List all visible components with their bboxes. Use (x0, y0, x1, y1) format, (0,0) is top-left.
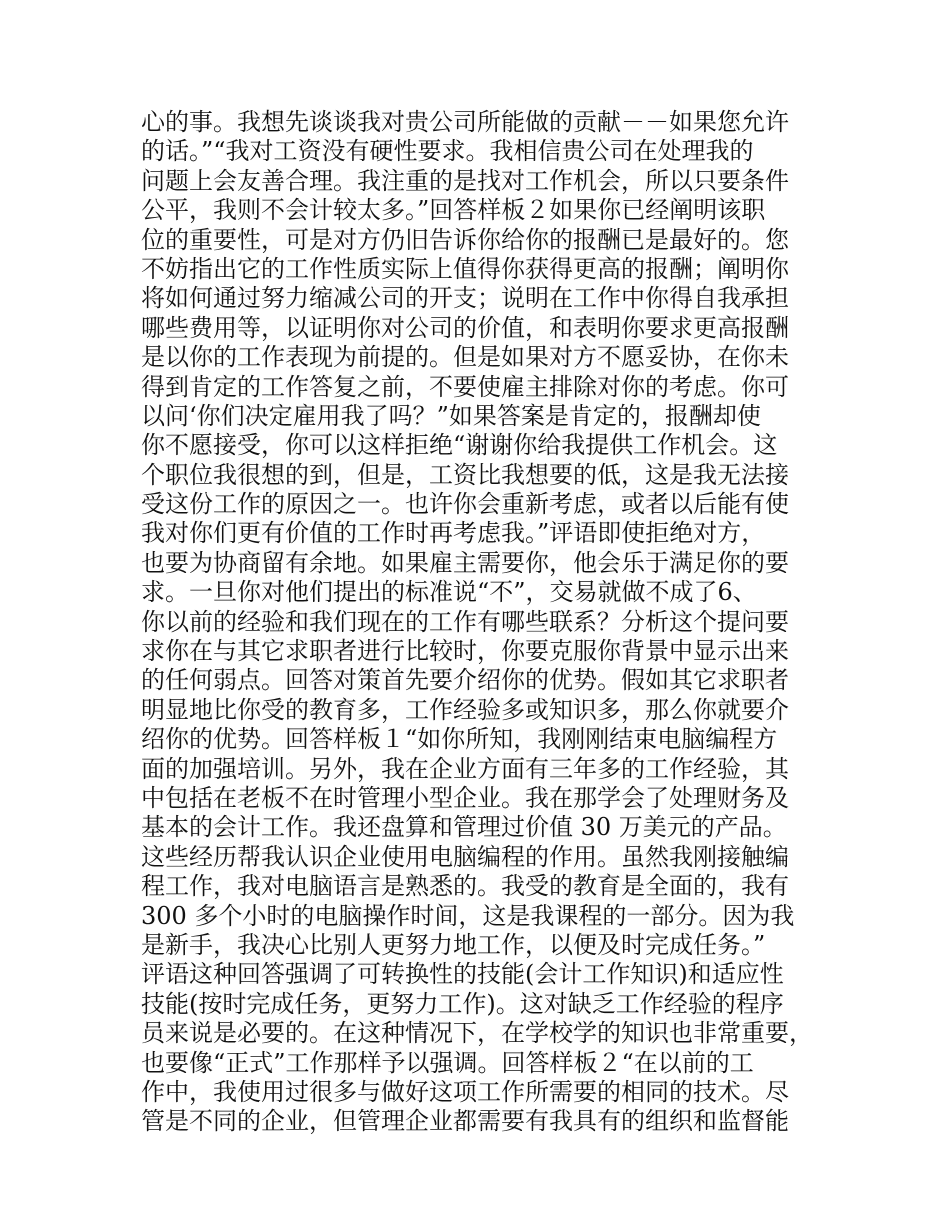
text-line: 技能(按时完成任务，更努力工作)。这对缺乏工作经验的程序 (141, 989, 784, 1018)
text-line: 明显地比你受的教育多，工作经验多或知识多，那么你就要介 (141, 695, 789, 724)
text-line: 是以你的工作表现为前提的。但是如果对方不愿妥协，在你未 (141, 343, 789, 372)
text-line: 求。一旦你对他们提出的标准说“不”，交易就做不成了6、 (141, 578, 757, 607)
text-line: 不妨指出它的工作性质实际上值得你获得更高的报酬；阐明你 (141, 254, 789, 283)
text-line: 以问‘你们决定雇用我了吗？”如果答案是肯定的，报酬却使 (141, 401, 761, 430)
text-line: 管是不同的企业，但管理企业都需要有我具有的组织和监督能 (141, 1107, 789, 1136)
text-line: 公平，我则不会计较太多。”回答样板２如果你已经阐明该职 (141, 196, 766, 225)
text-line: 基本的会计工作。我还盘算和管理过价值 30 万美元的产品。 (141, 813, 787, 842)
text-line: 受这份工作的原因之一。也许你会重新考虑，或者以后能有使 (141, 490, 789, 519)
text-line: 得到肯定的工作答复之前，不要使雇主排除对你的考虑。你可 (141, 372, 789, 401)
body-text (141, 108, 821, 1137)
text-line: 也要为协商留有余地。如果雇主需要你，他会乐于满足你的要 (141, 548, 789, 577)
text-line: 求你在与其它求职者进行比较时，你要克服你背景中显示出来 (141, 637, 789, 666)
text-line: 绍你的优势。回答样板１“如你所知，我刚刚结束电脑编程方 (141, 725, 778, 754)
text-line: 你以前的经验和我们现在的工作有哪些联系？分析这个提问要 (141, 607, 789, 636)
text-line: 的任何弱点。回答对策首先要介绍你的优势。假如其它求职者 (141, 666, 789, 695)
text-line: 的话。”“我对工资没有硬性要求。我相信贵公司在处理我的 (141, 137, 754, 166)
text-line: 你不愿接受，你可以这样拒绝“谢谢你给我提供工作机会。这 (141, 431, 778, 460)
text-line: 员来说是必要的。在这种情况下，在学校学的知识也非常重要， (141, 1019, 813, 1048)
text-line: 这些经历帮我认识企业使用电脑编程的作用。虽然我刚接触编 (141, 842, 789, 871)
text-line: 300 多个小时的电脑操作时间，这是我课程的一部分。因为我 (141, 901, 795, 930)
text-line: 个职位我很想的到，但是，工资比我想要的低，这是我无法接 (141, 460, 789, 489)
text-line: 将如何通过努力缩减公司的开支；说明在工作中你得自我承担 (141, 284, 789, 313)
text-line: 问题上会友善合理。我注重的是找对工作机会，所以只要条件 (141, 166, 789, 195)
text-line: 评语这种回答强调了可转换性的技能(会计工作知识)和适应性 (141, 960, 784, 989)
text-line: 心的事。我想先谈谈我对贵公司所能做的贡献－－如果您允许 (141, 108, 789, 136)
text-line: 也要像“正式”工作那样予以强调。回答样板２“在以前的工 (141, 1048, 754, 1077)
text-line: 程工作，我对电脑语言是熟悉的。我受的教育是全面的，我有 (141, 872, 789, 901)
text-line: 位的重要性，可是对方仍旧告诉你给你的报酬已是最好的。您 (141, 225, 789, 254)
text-line: 中包括在老板不在时管理小型企业。我在那学会了处理财务及 (141, 783, 789, 812)
text-line: 哪些费用等，以证明你对公司的价值，和表明你要求更高报酬 (141, 313, 789, 342)
text-line: 是新手，我决心比别人更努力地工作，以便及时完成任务。” (141, 930, 766, 959)
text-line: 作中，我使用过很多与做好这项工作所需要的相同的技术。尽 (141, 1077, 789, 1106)
text-line: 面的加强培训。另外，我在企业方面有三年多的工作经验，其 (141, 754, 789, 783)
text-line: 我对你们更有价值的工作时再考虑我。”评语即使拒绝对方， (141, 519, 766, 548)
